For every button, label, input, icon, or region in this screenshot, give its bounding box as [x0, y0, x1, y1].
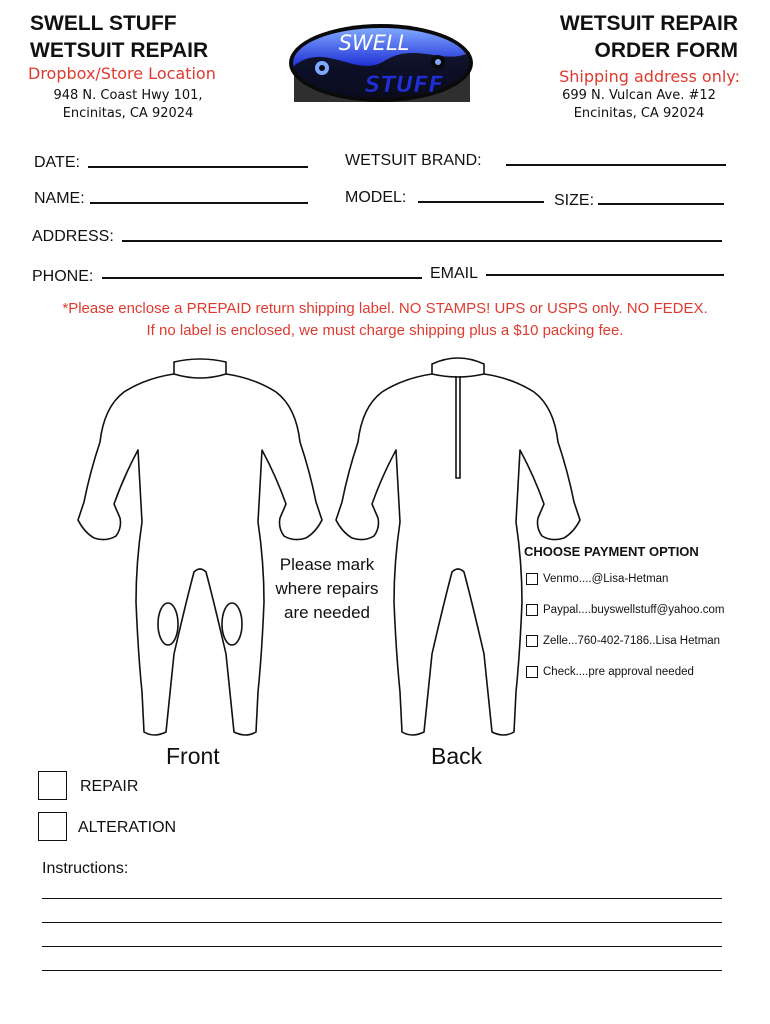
alteration-label: ALTERATION: [78, 819, 177, 836]
shipping-address-line1: 699 N. Vulcan Ave. #12: [562, 88, 716, 103]
swell-stuff-logo: [286, 22, 476, 104]
dropbox-address-line2: Encinitas, CA 92024: [62, 106, 194, 121]
payment-option-venmo[interactable]: [526, 573, 668, 585]
instructions-line-1[interactable]: [42, 898, 722, 899]
instructions-label: Instructions:: [42, 860, 129, 877]
wetsuit-front-diagram[interactable]: [76, 352, 324, 752]
dropbox-address: [48, 87, 208, 123]
mark-text-line1: Please mark: [279, 555, 375, 574]
shipping-address-line2: Encinitas, CA 92024: [573, 106, 705, 121]
dropbox-address-line1: 948 N. Coast Hwy 101,: [53, 88, 203, 103]
notice-line2: If no label is enclosed, we must charge shipping plus a $10 packing fee.: [146, 322, 624, 339]
venmo-label: Venmo....@Lisa-Hetman: [543, 573, 669, 585]
logo-text-bottom: STUFF: [364, 73, 444, 98]
instructions-line-3[interactable]: [42, 946, 722, 947]
date-label: DATE:: [34, 154, 80, 171]
email-label: EMAIL: [430, 265, 479, 282]
shipping-label: Shipping address only:: [559, 67, 740, 86]
back-collar: [432, 358, 484, 377]
front-right-knee-pad: [222, 603, 242, 645]
paypal-checkbox[interactable]: [526, 604, 538, 616]
paypal-label: Paypal....buyswellstuff@yahoo.com: [543, 604, 725, 616]
payment-option-check[interactable]: [526, 666, 694, 678]
check-checkbox[interactable]: [526, 666, 538, 678]
notice-line1: *Please enclose a PREPAID return shipping label. NO STAMPS! UPS or USPS only. NO FEDEX.: [62, 300, 708, 317]
venmo-checkbox[interactable]: [526, 573, 538, 585]
address-label: ADDRESS:: [32, 228, 114, 245]
size-label: SIZE:: [554, 192, 595, 209]
instructions-line-2[interactable]: [42, 922, 722, 923]
front-collar: [174, 359, 226, 378]
front-label: Front: [166, 743, 220, 769]
payment-option-paypal[interactable]: [526, 604, 725, 616]
size-field[interactable]: [598, 203, 724, 205]
payment-title: CHOOSE PAYMENT OPTION: [524, 544, 699, 559]
shipping-address: [554, 87, 724, 123]
phone-field[interactable]: [102, 277, 422, 279]
header-left-title: [30, 10, 208, 64]
back-label: Back: [431, 743, 483, 769]
header-right-title: [560, 10, 738, 64]
wetsuit-brand-label: WETSUIT BRAND:: [345, 152, 482, 169]
date-field[interactable]: [88, 166, 308, 168]
name-label: NAME:: [34, 190, 85, 207]
front-left-knee-pad: [158, 603, 178, 645]
logo-text-top: SWELL: [338, 31, 410, 55]
repair-checkbox[interactable]: [38, 771, 67, 800]
zelle-checkbox[interactable]: [526, 635, 538, 647]
check-label: Check....pre approval needed: [543, 666, 694, 678]
mark-repairs-text: [262, 553, 392, 625]
mark-text-line2: where repairs: [275, 579, 379, 598]
dropbox-label: Dropbox/Store Location: [28, 64, 216, 83]
left-title-line2: WETSUIT REPAIR: [30, 39, 209, 62]
address-field[interactable]: [122, 240, 722, 242]
back-zipper: [456, 376, 460, 478]
left-title-line1: SWELL STUFF: [30, 12, 177, 35]
instructions-line-4[interactable]: [42, 970, 722, 971]
phone-label: PHONE:: [32, 268, 94, 285]
zelle-label: Zelle...760-402-7186..Lisa Hetman: [543, 635, 721, 647]
model-field[interactable]: [418, 201, 544, 203]
payment-option-zelle[interactable]: [526, 635, 720, 647]
shipping-notice: [0, 298, 770, 342]
alteration-checkbox[interactable]: [38, 812, 67, 841]
mark-text-line3: are needed: [283, 603, 371, 622]
wetsuit-brand-field[interactable]: [506, 164, 726, 166]
model-label: MODEL:: [345, 189, 407, 206]
right-title-line2: ORDER FORM: [594, 39, 738, 62]
email-field[interactable]: [486, 274, 724, 276]
repair-label: REPAIR: [80, 778, 139, 795]
right-title-line1: WETSUIT REPAIR: [559, 12, 738, 35]
name-field[interactable]: [90, 202, 308, 204]
